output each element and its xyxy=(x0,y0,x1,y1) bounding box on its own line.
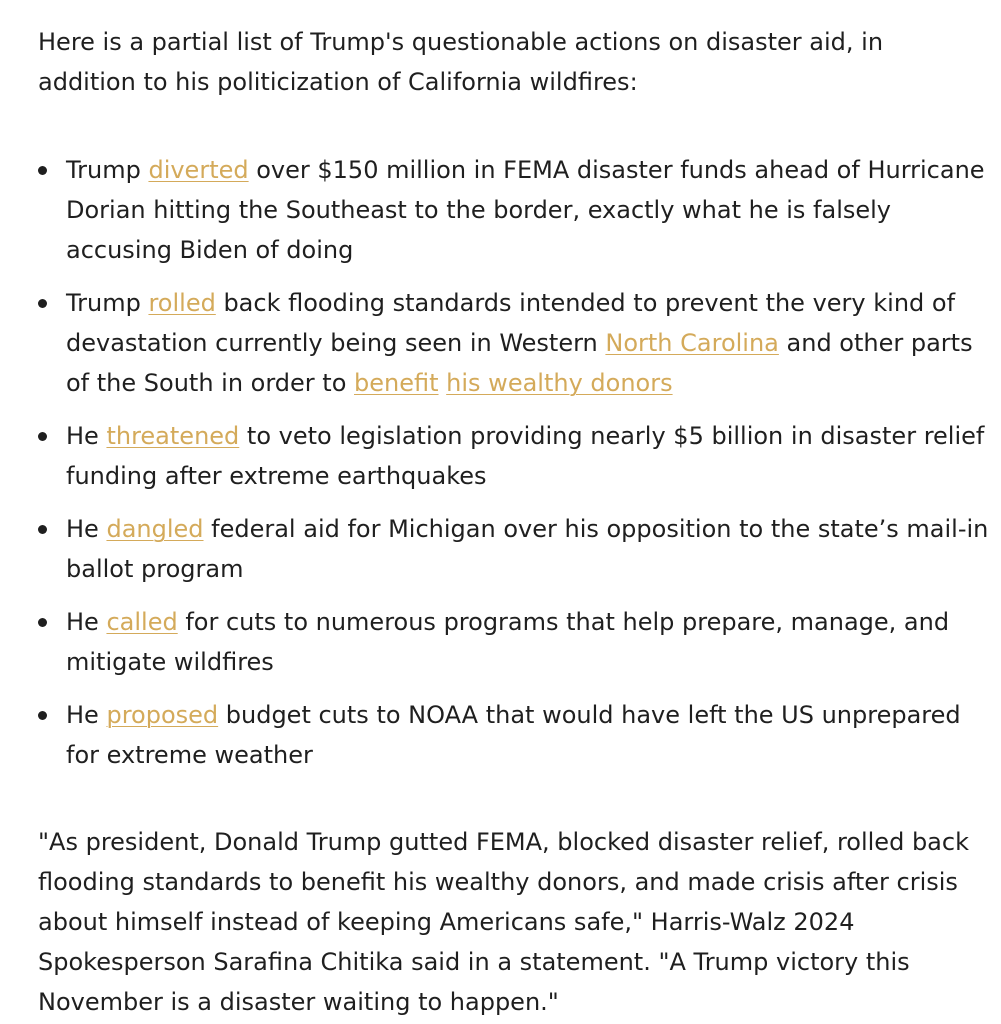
intro-paragraph: Here is a partial list of Trump's questionable actions on disaster aid, in addition to his politicization of California wildfires: xyxy=(38,28,884,96)
link-proposed[interactable]: proposed xyxy=(106,701,219,729)
link-rolled[interactable]: rolled xyxy=(148,289,216,317)
link-dangled[interactable]: dangled xyxy=(106,515,204,543)
link-north-carolina[interactable]: North Carolina xyxy=(605,329,779,357)
link-called[interactable]: called xyxy=(106,608,178,636)
link-threatened[interactable]: threatened xyxy=(106,422,240,450)
item-text: He xyxy=(66,701,107,729)
link-benefit[interactable]: benefit xyxy=(354,369,439,397)
bullet-icon xyxy=(38,525,47,534)
item-text: He xyxy=(66,515,107,543)
link-his-wealthy-donors[interactable]: his wealthy donors xyxy=(446,369,673,397)
item-text: Trump xyxy=(66,156,149,184)
item-text: Trump xyxy=(66,289,149,317)
item-text: and other parts of the South in order to xyxy=(66,329,973,397)
list-item xyxy=(38,509,998,589)
disaster-actions-list xyxy=(38,150,998,775)
list-item xyxy=(38,150,998,270)
list-item xyxy=(38,416,998,496)
bullet-icon xyxy=(38,711,47,720)
item-text: back flooding standards intended to prevent the very kind of devastation currently being seen in Western xyxy=(66,289,956,357)
item-text: for cuts to numerous programs that help prepare, manage, and mitigate wildfires xyxy=(66,608,950,676)
list-item xyxy=(38,602,998,682)
item-text: over $150 million in FEMA disaster funds ahead of Hurricane Dorian hitting the Southeast to the border, exactly what he is falsely accusing Biden of doing xyxy=(66,156,985,264)
bullet-icon xyxy=(38,618,47,627)
item-text: to veto legislation providing nearly $5 billion in disaster relief funding after extreme earthquakes xyxy=(66,422,985,490)
item-text: He xyxy=(66,608,107,636)
bullet-icon xyxy=(38,166,47,175)
list-item xyxy=(38,283,998,403)
bullet-icon xyxy=(38,299,47,308)
item-text: He xyxy=(66,422,107,450)
link-diverted[interactable]: diverted xyxy=(148,156,249,184)
quote-paragraph: "As president, Donald Trump gutted FEMA, blocked disaster relief, rolled back flooding standards to benefit his wealthy donors, and made crisis after crisis about himself instead of keeping Americans safe," Harris-Walz 2024 Spokesperson Sarafina Chitika said in a statement. "A Trump victory this November is a disaster waiting to happen." xyxy=(38,828,969,1016)
article-body xyxy=(38,22,998,1022)
list-item xyxy=(38,695,998,775)
item-text: budget cuts to NOAA that would have left the US unprepared for extreme weather xyxy=(66,701,961,769)
item-text: federal aid for Michigan over his opposition to the state’s mail-in ballot program xyxy=(66,515,989,583)
bullet-icon xyxy=(38,432,47,441)
